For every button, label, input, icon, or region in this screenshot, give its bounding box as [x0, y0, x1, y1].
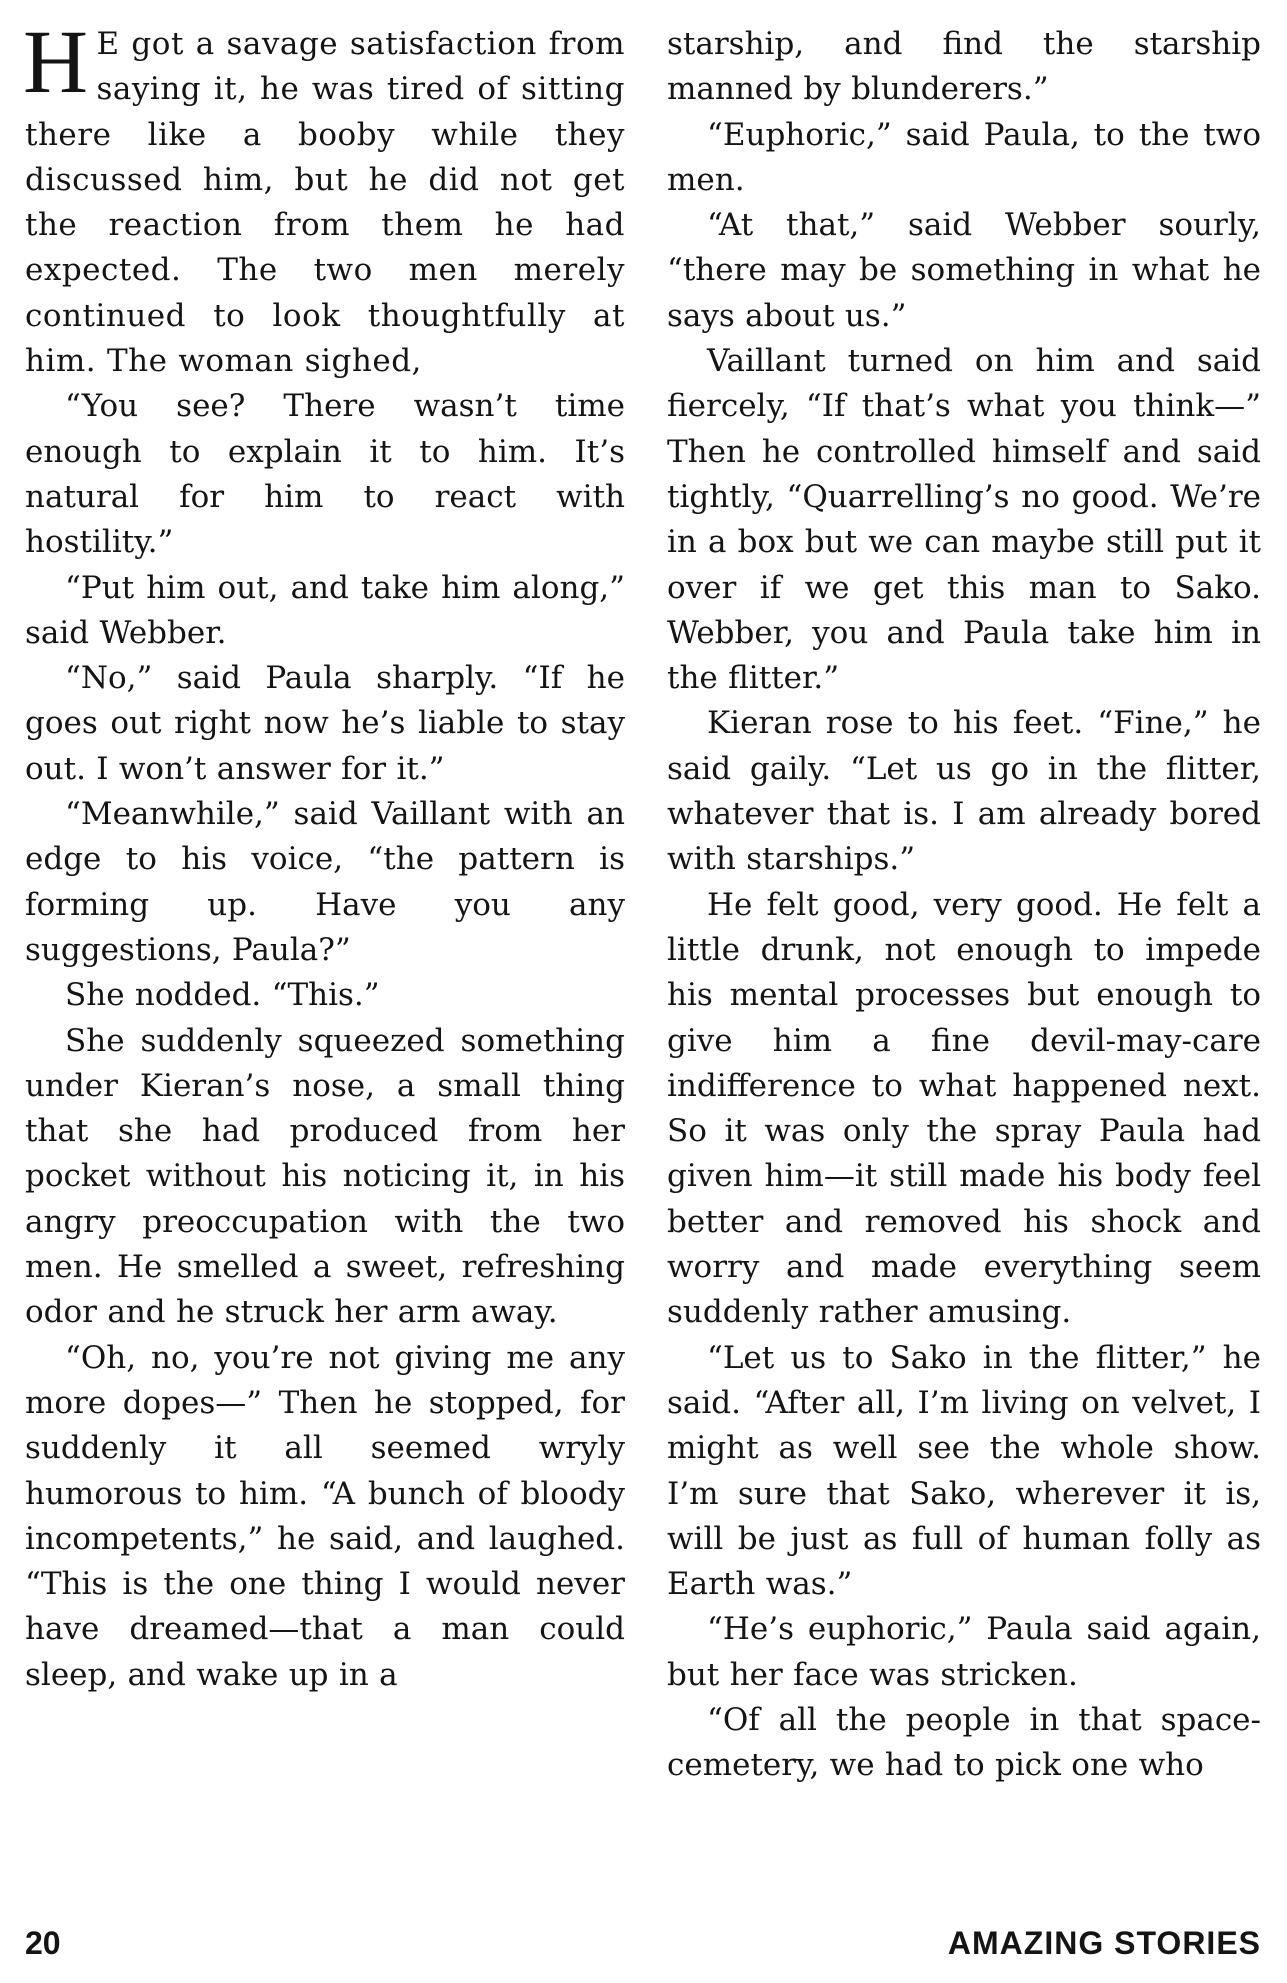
drop-cap: H: [23, 13, 89, 112]
magazine-name: AMAZING STORIES: [947, 1925, 1261, 1961]
opening-paragraph-text: E got a savage satisfaction from saying it, he was tired of sitting there like a booby while they discussed him, but he did not get the reaction from them he had expected. The two men merely continued to look thoughtfully at him. The woman sighed,: [25, 26, 625, 380]
paragraph: He felt good, very good. He felt a little drunk, not enough to impede his mental processes but enough to give him a fine devil-may-care indifference to what happened next. So it was only the spray Paula had given him—it still made his body feel better and removed his shock and worry and made everything seem suddenly rather amusing.: [667, 886, 1261, 1331]
paragraph: “He’s euphoric,” Paula said again, but her face was stricken.: [667, 1611, 1261, 1693]
right-column: [667, 22, 1261, 1789]
paragraph: Kieran rose to his feet. “Fine,” he said gaily. “Let us go in the flitter, whatever that is. I am already bored with starships.”: [667, 705, 1261, 878]
opening-paragraph: [23, 13, 625, 384]
paragraph: “Put him out, and take him along,” said Webber.: [25, 569, 625, 651]
paragraph: “Euphoric,” said Paula, to the two men.: [667, 116, 1261, 198]
paragraph: “Meanwhile,” said Vaillant with an edge to his voice, “the pattern is forming up. Have you any suggestions, Paula?”: [25, 796, 625, 968]
paragraph: She suddenly squeezed something under Kieran’s nose, a small thing that she had produced from her pocket without his noticing it, in his angry preoccupation with the two men. He smelled a sweet, refreshing odor and he struck her arm away.: [25, 1022, 625, 1331]
paragraph: Vaillant turned on him and said fiercely, “If that’s what you think—” Then he controlled himself and said tightly, “Quarrelling’s no good. We’re in a box but we can maybe still put it over if we get this man to Sako. Webber, you and Paula take him in the flitter.”: [667, 343, 1261, 697]
page-number: 20: [25, 1925, 61, 1961]
paragraph: “Of all the people in that space-cemetery, we had to pick one who: [667, 1701, 1261, 1784]
left-column: [23, 13, 625, 1698]
paragraph: “No,” said Paula sharply. “If he goes out right now he’s liable to stay out. I won’t answer for it.”: [25, 660, 625, 787]
paragraph: “Let us to Sako in the flitter,” he said. “After all, I’m living on velvet, I might as well see the whole show. I’m sure that Sako, wherever it is, will be just as full of human folly as Earth was.”: [667, 1339, 1261, 1603]
paragraph: She nodded. “This.”: [65, 977, 380, 1014]
paragraph: “Oh, no, you’re not giving me any more dopes—” Then he stopped, for suddenly it all seemed wryly humorous to him. “A bunch of bloody incompetents,” he said, and laughed. “This is the one thing I would never have dreamed—that a man could sleep, and wake up in a: [25, 1339, 625, 1693]
paragraph: “At that,” said Webber sourly, “there may be something in what he says about us.”: [667, 207, 1261, 334]
paragraph: “You see? There wasn’t time enough to explain it to him. It’s natural for him to react with hostility.”: [25, 388, 625, 561]
continued-paragraph: starship, and find the starship manned by blunderers.”: [667, 26, 1261, 108]
